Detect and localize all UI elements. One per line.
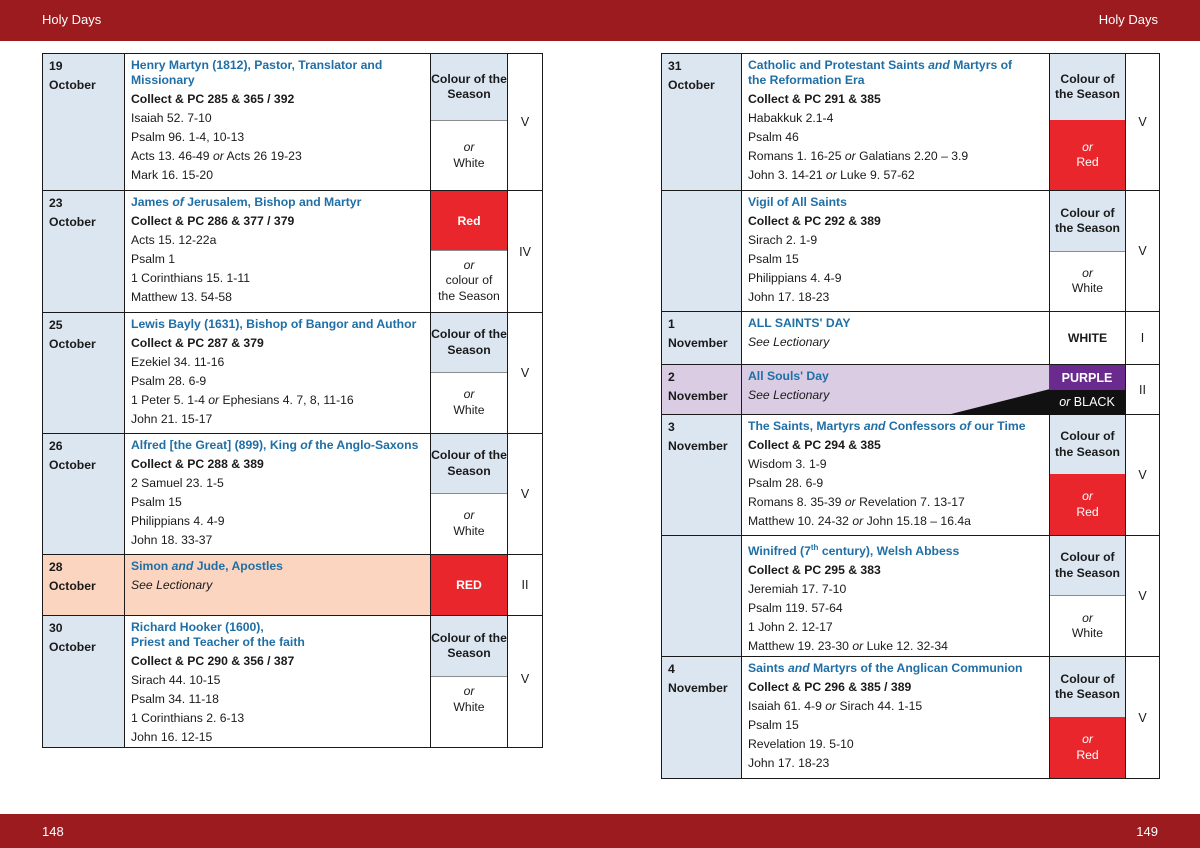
white-colour: WHITE [1067, 331, 1108, 345]
see-lectionary: See Lectionary [748, 335, 830, 349]
collect-line: Collect & PC 288 & 389 [131, 457, 264, 471]
reading-line: Psalm 28. 6-9 [131, 374, 207, 388]
reading-line: Matthew 10. 24-32 or John 15.18 – 16.4a [748, 514, 971, 528]
feast-title: Saints and Martyrs of the Anglican Communion [748, 661, 1023, 676]
feast-title: Alfred [the Great] (899), King of the Anglo-Saxons [131, 438, 419, 452]
page-number-left: 148 [42, 824, 64, 839]
table-row [662, 312, 1160, 365]
feast-title: The Saints, Martyrs and Confessors of our Time [748, 419, 1026, 433]
liturgical-colour-cell [1050, 312, 1126, 365]
rank-cell: II [1126, 365, 1160, 415]
date-cell [662, 191, 742, 312]
alt-colour: or Red [1050, 120, 1125, 190]
table-row [662, 536, 1160, 657]
rank-cell: V [1126, 54, 1160, 191]
feast-title: Simon and Jude, Apostles [131, 559, 283, 573]
table-row [662, 365, 1160, 415]
feast-title: Winifred (7th century), Welsh Abbess [748, 543, 960, 559]
liturgical-colour-cell [1050, 191, 1126, 312]
purple-colour: PURPLE [1049, 365, 1125, 391]
reading-line: Psalm 15 [131, 495, 182, 509]
rank-cell: V [1126, 415, 1160, 536]
colour-of-season: Colour of the Season [1050, 536, 1125, 596]
reading-line: 1 Corinthians 15. 1-11 [131, 271, 251, 285]
reading-line: Psalm 46 [748, 130, 799, 144]
date-cell: 31 October [662, 54, 742, 191]
date-cell: 1 November [662, 312, 742, 365]
reading-line: Sirach 2. 1-9 [748, 233, 818, 247]
liturgical-colour-cell [431, 434, 508, 555]
alt-colour: or White [453, 684, 485, 714]
alt-colour: or White [453, 387, 485, 417]
black-colour: or BLACK [1049, 390, 1125, 414]
reading-line: John 3. 14-21 or Luke 9. 57-62 [748, 168, 915, 182]
rank-cell: V [508, 54, 543, 191]
liturgical-colour-cell [1050, 54, 1126, 191]
rank-cell: I [1126, 312, 1160, 365]
collect-line: Collect & PC 292 & 389 [748, 214, 881, 228]
feast-title: Catholic and Protestant Saints and Martyrs of the Reformation Era [748, 58, 1013, 87]
reading-line: Philippians 4. 4-9 [131, 514, 225, 528]
top-header-bar [0, 0, 1200, 41]
reading-line: Psalm 34. 11-18 [131, 692, 219, 706]
readings-cell [125, 434, 431, 555]
liturgical-colour-cell [1050, 536, 1126, 657]
readings-cell [125, 313, 431, 434]
page-number-right: 149 [1136, 824, 1158, 839]
colour-of-season: Colour of the Season [1050, 657, 1125, 718]
liturgical-colour-cell [431, 313, 508, 434]
alt-colour: or Red [1050, 717, 1125, 778]
reading-line: Psalm 15 [748, 252, 799, 266]
colour-of-season: Colour of the Season [431, 313, 507, 373]
reading-line: 2 Samuel 23. 1-5 [131, 476, 224, 490]
collect-line: Collect & PC 296 & 385 / 389 [748, 680, 912, 695]
readings-cell [742, 415, 1050, 536]
reading-line: Psalm 119. 57-64 [748, 601, 843, 616]
date-cell: 2 November [662, 365, 742, 415]
reading-line: John 21. 15-17 [131, 412, 213, 426]
readings-cell [742, 54, 1050, 191]
colour-of-season: Colour of the Season [1050, 54, 1125, 121]
date-cell: 28 October [43, 555, 125, 616]
rank-cell: V [508, 434, 543, 555]
table-row [43, 555, 543, 616]
liturgical-colour-cell [431, 191, 508, 313]
running-header-right: Holy Days [1098, 12, 1158, 27]
readings-cell [125, 191, 431, 313]
rank-cell: V [508, 616, 543, 748]
feast-title: ALL SAINTS' DAY [748, 316, 851, 330]
reading-line: Jeremiah 17. 7-10 [748, 582, 847, 597]
reading-line: John 16. 12-15 [131, 730, 213, 744]
rank-cell: IV [508, 191, 543, 313]
left-lectionary-table [42, 53, 543, 748]
reading-line: Isaiah 52. 7-10 [131, 111, 212, 125]
feast-title: Henry Martyn (1812), Pastor, Translator and Missionary [131, 58, 383, 87]
right-lectionary-table [661, 53, 1160, 779]
reading-line: Isaiah 61. 4-9 or Sirach 44. 1-15 [748, 699, 923, 714]
table-row [43, 616, 543, 748]
date-cell: 30 October [43, 616, 125, 748]
reading-line: Matthew 19. 23-30 or Luke 12. 32-34 [748, 639, 948, 654]
date-cell: 23 October [43, 191, 125, 313]
alt-colour: or colour of the Season [438, 257, 500, 303]
collect-line: Collect & PC 286 & 377 / 379 [131, 214, 295, 228]
rank-cell: V [508, 313, 543, 434]
liturgical-colour-cell [1050, 415, 1126, 536]
reading-line: Revelation 19. 5-10 [748, 737, 854, 752]
reading-line: John 18. 33-37 [131, 533, 213, 547]
liturgical-colour-cell [431, 555, 508, 616]
colour-of-season: Colour of the Season [431, 54, 507, 121]
readings-cell [125, 54, 431, 191]
reading-line: Mark 16. 15-20 [131, 168, 213, 182]
reading-line: Acts 15. 12-22a [131, 233, 217, 247]
rank-cell: II [508, 555, 543, 616]
rank-cell: V [1126, 536, 1160, 657]
colour-of-season: Colour of the Season [431, 434, 507, 494]
see-lectionary: See Lectionary [748, 388, 830, 402]
reading-line: 1 Corinthians 2. 6-13 [131, 711, 245, 725]
reading-line: Psalm 96. 1-4, 10-13 [131, 130, 245, 144]
readings-cell [125, 555, 431, 616]
date-cell: 4 November [662, 657, 742, 779]
table-row [662, 54, 1160, 191]
red-colour: Red [431, 191, 507, 251]
reading-line: Matthew 13. 54-58 [131, 290, 232, 304]
liturgical-colour-cell [1050, 657, 1126, 779]
readings-cell [742, 657, 1050, 779]
reading-line: Philippians 4. 4-9 [748, 271, 842, 285]
reading-line: 1 Peter 5. 1-4 or Ephesians 4. 7, 8, 11-16 [131, 393, 354, 407]
readings-cell [125, 616, 431, 748]
reading-line: Ezekiel 34. 11-16 [131, 355, 225, 369]
alt-colour: or White [1071, 265, 1104, 295]
table-row [662, 191, 1160, 312]
reading-line: Habakkuk 2.1-4 [748, 111, 834, 125]
table-row [662, 657, 1160, 779]
reading-line: Wisdom 3. 1-9 [748, 457, 827, 471]
rank-cell: V [1126, 191, 1160, 312]
date-cell: 3 November [662, 415, 742, 536]
date-cell: 19 October [43, 54, 125, 191]
readings-cell [742, 312, 1050, 365]
bottom-footer-bar [0, 814, 1200, 848]
reading-line: John 17. 18-23 [748, 756, 830, 771]
feast-title: All Souls' Day [748, 369, 829, 383]
collect-line: Collect & PC 287 & 379 [131, 336, 264, 350]
reading-line: 1 John 2. 12-17 [748, 620, 833, 635]
readings-cell [742, 536, 1050, 657]
see-lectionary: See Lectionary [131, 578, 213, 592]
collect-line: Collect & PC 291 & 385 [748, 92, 881, 106]
liturgical-colour-cell [431, 54, 508, 191]
table-row [43, 54, 543, 191]
collect-line: Collect & PC 290 & 356 / 387 [131, 654, 295, 668]
table-row [43, 191, 543, 313]
red-colour: RED [431, 555, 507, 615]
reading-line: Psalm 15 [748, 718, 799, 733]
reading-line: Romans 8. 35-39 or Revelation 7. 13-17 [748, 495, 965, 509]
feast-title: Lewis Bayly (1631), Bishop of Bangor and Author [131, 317, 417, 331]
colour-of-season: Colour of the Season [431, 616, 507, 677]
feast-title: James of Jerusalem, Bishop and Martyr [131, 195, 362, 209]
liturgical-colour-cell [431, 616, 508, 748]
colour-of-season: Colour of the Season [1050, 415, 1125, 475]
date-cell [662, 536, 742, 657]
date-cell: 25 October [43, 313, 125, 434]
collect-line: Collect & PC 295 & 383 [748, 563, 881, 578]
date-cell: 26 October [43, 434, 125, 555]
reading-line: John 17. 18-23 [748, 290, 830, 304]
collect-line: Collect & PC 294 & 385 [748, 438, 881, 452]
alt-colour: or White [1071, 610, 1104, 641]
alt-colour: or White [453, 508, 485, 538]
reading-line: Acts 13. 46-49 or Acts 26 19-23 [131, 149, 302, 163]
alt-colour: or Red [1050, 474, 1125, 535]
feast-title: Vigil of All Saints [748, 195, 847, 209]
table-row [662, 415, 1160, 536]
feast-title: Richard Hooker (1600), Priest and Teacher of the faith [131, 620, 305, 649]
running-header-left: Holy Days [42, 12, 102, 27]
reading-line: Psalm 1 [131, 252, 176, 266]
readings-cell [742, 191, 1050, 312]
table-row [43, 434, 543, 555]
rank-cell: V [1126, 657, 1160, 779]
alt-colour: or White [453, 140, 485, 170]
reading-line: Romans 1. 16-25 or Galatians 2.20 – 3.9 [748, 149, 969, 163]
reading-line: Psalm 28. 6-9 [748, 476, 824, 490]
colour-of-season: Colour of the Season [1050, 191, 1125, 252]
collect-line: Collect & PC 285 & 365 / 392 [131, 92, 295, 106]
table-row [43, 313, 543, 434]
readings-cell [742, 365, 1126, 415]
reading-line: Sirach 44. 10-15 [131, 673, 221, 687]
